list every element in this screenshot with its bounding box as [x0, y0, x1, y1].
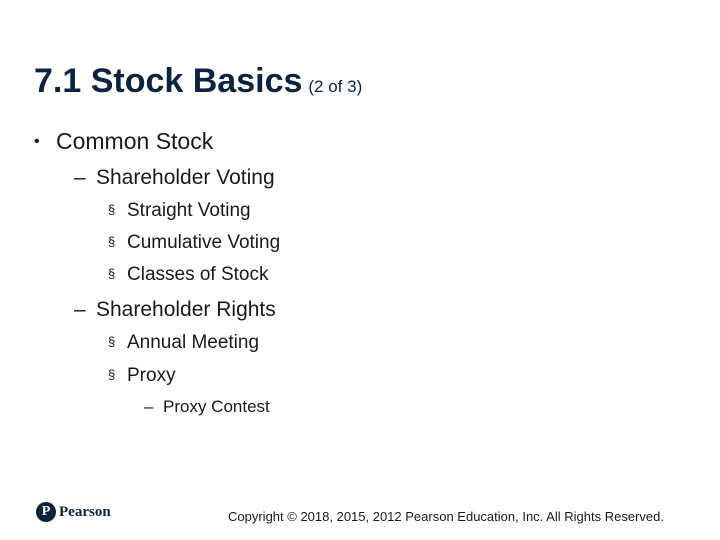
bullet-straight-voting	[108, 200, 251, 222]
slide-title-main: 7.1 Stock Basics	[34, 62, 303, 100]
bullet-dot: •	[34, 133, 40, 150]
bullet-annual-meeting	[108, 332, 259, 354]
bullet-shareholder-rights	[74, 298, 276, 322]
bullet-text: Proxy	[127, 365, 176, 386]
bullet-cumulative-voting	[108, 232, 280, 254]
copyright-notice: Copyright © 2018, 2015, 2012 Pearson Education, Inc. All Rights Reserved.	[228, 509, 664, 524]
bullet-proxy-contest	[144, 397, 270, 417]
bullet-square: §	[108, 202, 116, 217]
bullet-square: §	[108, 266, 116, 281]
bullet-common-stock	[34, 128, 213, 155]
bullet-square: §	[108, 334, 116, 349]
bullet-text: Common Stock	[56, 128, 214, 154]
bullet-dash: –	[74, 166, 86, 189]
bullet-proxy	[108, 365, 176, 387]
pearson-logo	[36, 502, 111, 522]
bullet-text: Annual Meeting	[127, 332, 260, 353]
bullet-text: Proxy Contest	[163, 397, 270, 416]
pearson-logo-text: Pearson	[59, 503, 111, 520]
bullet-dash: –	[144, 397, 154, 416]
slide-title-subtitle: (2 of 3)	[308, 77, 363, 96]
bullet-text: Straight Voting	[127, 200, 251, 221]
bullet-text: Shareholder Rights	[96, 298, 276, 321]
pearson-logo-icon: P	[36, 502, 56, 522]
bullet-text: Shareholder Voting	[96, 166, 275, 189]
bullet-classes-of-stock	[108, 264, 269, 286]
bullet-square: §	[108, 234, 116, 249]
bullet-text: Classes of Stock	[127, 264, 269, 285]
bullet-text: Cumulative Voting	[127, 232, 281, 253]
slide-title	[34, 62, 362, 101]
bullet-shareholder-voting	[74, 166, 275, 190]
bullet-dash: –	[74, 298, 86, 321]
bullet-square: §	[108, 367, 116, 382]
